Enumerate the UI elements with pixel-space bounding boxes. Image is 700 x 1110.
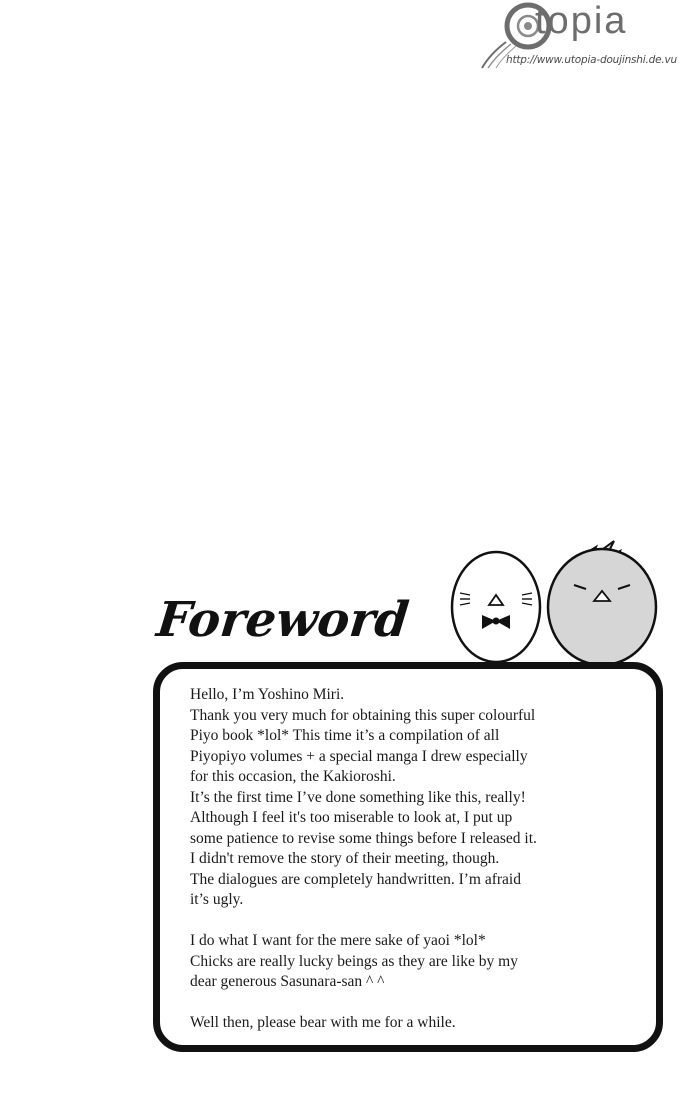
text-line: I didn't remove the story of their meeting, though.: [190, 850, 500, 867]
paragraph-gap: [190, 911, 650, 932]
text-line: It’s the first time I’ve done something like this, really!: [190, 788, 526, 806]
paragraph-3: [190, 1013, 650, 1034]
paragraph-gap: [190, 993, 650, 1014]
utopia-watermark: [478, 2, 693, 72]
text-line: dear generous Sasunara-san ^ ^: [190, 973, 385, 990]
paragraph-2: [190, 931, 650, 993]
text-line: Hello, I’m Yoshino Miri.: [190, 686, 345, 703]
text-line: I do what I want for the mere sake of yaoi *lol*: [190, 932, 486, 949]
text-line: some patience to revise some things before I released it.: [190, 829, 537, 847]
foreword-note-box: [153, 662, 663, 1052]
text-line: Although I feel it's too miserable to look at, I put up: [190, 809, 513, 826]
paragraph-1: [190, 685, 650, 911]
white-chick-icon: [452, 552, 540, 662]
watermark-word: topia: [535, 0, 628, 42]
grey-chick-icon: [548, 541, 656, 665]
text-line: Piyo book *lol* This time it’s a compilation of all: [190, 727, 500, 744]
text-line: Well then, please bear with me for a while.: [190, 1014, 456, 1031]
text-line: it’s ugly.: [190, 891, 244, 908]
foreword-text: [190, 685, 650, 1034]
text-line: for this occasion, the Kakioroshi.: [190, 768, 396, 785]
text-line: Thank you very much for obtaining this super colourful: [190, 706, 536, 724]
page-title: Foreword: [154, 592, 412, 648]
watermark-url: http://www.utopia-doujinshi.de.vu: [506, 54, 677, 66]
text-line: Piyopiyo volumes + a special manga I drew especially: [190, 747, 528, 765]
text-line: Chicks are really lucky beings as they are like by my: [190, 952, 518, 970]
chick-illustration: [446, 535, 666, 665]
text-line: The dialogues are completely handwritten. I’m afraid: [190, 870, 521, 888]
